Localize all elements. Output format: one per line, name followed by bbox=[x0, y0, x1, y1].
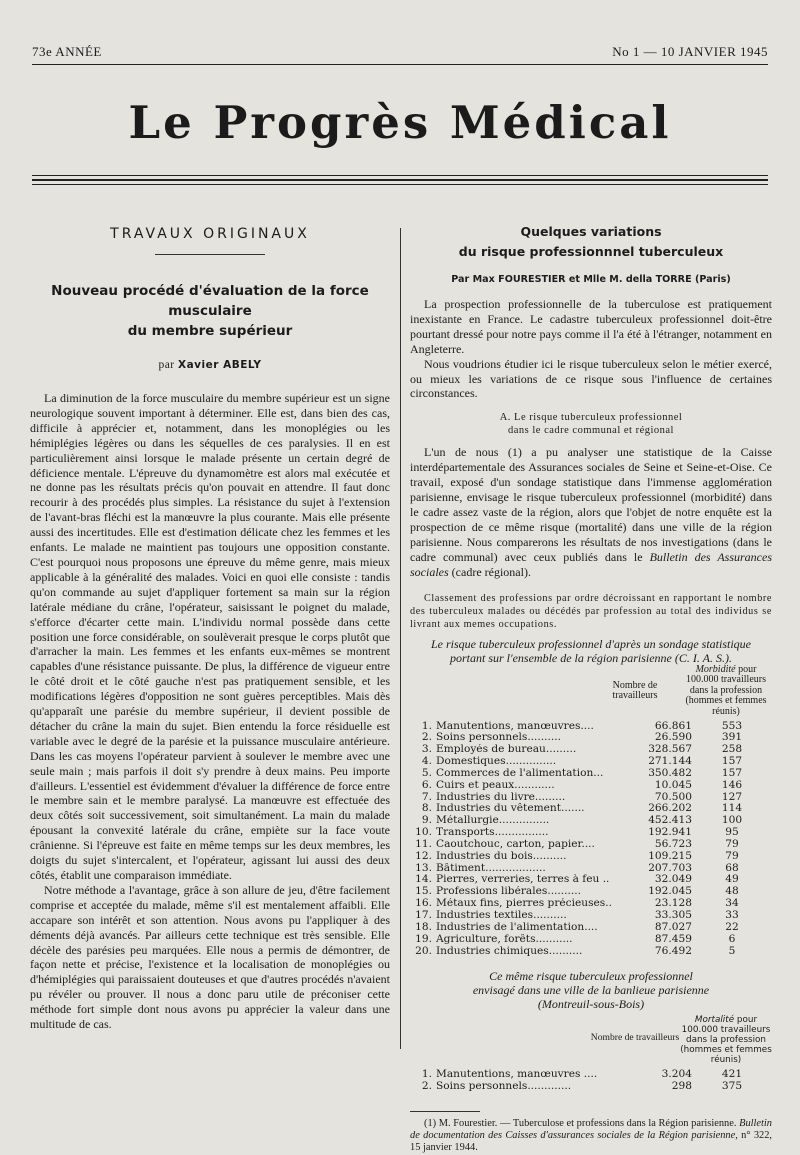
row-rate: 48 bbox=[725, 885, 739, 898]
right-paragraph-1: La prospection professionnelle de la tuberculose est pratiquement inexistante en France. Le cadastre tuberculeux professionnel doit-être pourtant dressé pour notre pays comme il l'a été à l'étranger, notamment en Angleterre. bbox=[410, 297, 772, 356]
row-count: 207.703 bbox=[648, 861, 692, 874]
left-column bbox=[30, 222, 390, 1032]
row-count: 56.723 bbox=[654, 837, 692, 850]
row-number: 2. bbox=[421, 1080, 432, 1093]
row-rate: 5 bbox=[728, 944, 736, 957]
table-row bbox=[410, 839, 772, 851]
row-count: 87.027 bbox=[654, 920, 692, 933]
row-label: Industries chimiques.......... bbox=[436, 945, 583, 957]
row-count: 271.144 bbox=[648, 755, 692, 768]
issue-number: No 1 — 10 JANVIER 1945 bbox=[612, 44, 768, 59]
row-label: Métallurgie............... bbox=[436, 815, 550, 827]
masthead-rule bbox=[32, 175, 768, 176]
right-title-line1: Quelques variations bbox=[520, 224, 662, 239]
row-number: 6. bbox=[421, 778, 432, 791]
row-number: 10. bbox=[415, 826, 432, 839]
row-count: 298 bbox=[671, 1080, 692, 1093]
row-number: 19. bbox=[415, 932, 432, 945]
right-column bbox=[410, 222, 772, 1155]
section-title: TRAVAUX ORIGINAUX bbox=[110, 226, 310, 242]
row-rate: 100 bbox=[721, 814, 743, 827]
row-number: 3. bbox=[421, 743, 432, 756]
table-row bbox=[410, 792, 772, 804]
row-rate: 79 bbox=[725, 849, 739, 862]
table-row bbox=[410, 1081, 772, 1093]
footnote-rule bbox=[410, 1111, 480, 1112]
row-rate: 49 bbox=[725, 873, 739, 886]
row-number: 2. bbox=[421, 731, 432, 744]
row-label: Domestiques............... bbox=[436, 756, 557, 768]
row-number: 11. bbox=[415, 837, 432, 850]
table-row bbox=[410, 874, 772, 886]
row-count: 3.204 bbox=[661, 1068, 692, 1081]
row-count: 192.045 bbox=[648, 885, 692, 898]
table-row bbox=[410, 803, 772, 815]
issue-year: 73e ANNÉE bbox=[32, 44, 102, 59]
row-label: Industries du livre......... bbox=[436, 791, 566, 803]
table-row bbox=[410, 744, 772, 756]
table1-rate-italic: Morbidité bbox=[695, 663, 736, 675]
table2-header bbox=[410, 1015, 772, 1069]
article-title-line2: du membre supérieur bbox=[127, 323, 293, 339]
table-row bbox=[410, 721, 772, 733]
masthead: Le Progrès Médical bbox=[128, 96, 672, 149]
row-label: Soins personnels.......... bbox=[436, 732, 561, 744]
row-label: Industries de l'alimentation.... bbox=[436, 921, 598, 933]
row-count: 192.941 bbox=[648, 826, 692, 839]
right-article-title bbox=[410, 222, 772, 262]
row-count: 70.500 bbox=[654, 790, 692, 803]
author-name: Xavier ABELY bbox=[178, 359, 262, 371]
table2-col-rate-header bbox=[680, 1015, 772, 1065]
row-number: 13. bbox=[415, 861, 432, 874]
left-paragraph-1: La diminution de la force musculaire du membre supérieur est un signe neurologique souvent important à déterminer. Elle est, dans bien des cas, difficile à apprécier et, notamment, dans les monoplégies ou les hémiplégies légères ou dans les séquelles de ces paralysies. Il en est particulièrement ainsi lorsque le malade présente un certain degré de déficience mentale. L'épreuve du dynamomètre est alors mal exécutée et ne donne pas les résultats précis qu'on pouvait en attendre. Il faut donc recourir à des procédés plus simples. La résistance du sujet à l'extension de l'avant-bras fléchi est la manœuvre la plus courante. Mais elle présente aussi des incertitudes. Elle est d'estimation délicate chez les femmes et les enfants. Le malade ne maintient pas toujours une opposition constante. C'est pourquoi nous proposons une épreuve du même genre, mais mieux applicable à la généralité des malades. Voici en quoi elle consiste : tandis qu'on commande au sujet d'appliquer fortement sa main sur la région latérale médiane du crâne, l'opérateur, saisissant le poignet du malade, s'efforce d'écarter cette main. L'individu normal possède dans cette position une force considérable, on soulèverait presque le corps plutôt que d'arracher la main. Les femmes et les enfants eux-mêmes se montrent capables d'une résistance puissante. De plus, la différence de vigueur entre le côté droit et le côté gauche n'est pas pratiquement sensible, et les modifications légères d'opposition ne sont guères perceptibles. Mais dès qu'apparaît une parésie du membre supérieur, il devient possible de détacher du crâne la main du sujet. Bien entendu la force résiduelle est variable avec le degré de la parésie et la puissance musculaire antérieure. Dans les cas moyens l'opérateur parvient à soulever le membre avec une seule main ; mais parfois il doit s'y prendre à deux mains. Peu importe d'ailleurs. L'essentiel est évidemment d'évaluer la différence de force entre le membre sain et le membre paralysé. La manœuvre est effectuée des deux côtés soit successivement, soit simultanément. La main du malade épousant la convexité latérale du crâne, empiète sur la face voute crânienne. Si l'épreuve est faite en même temps sur les deux membres, les doigts du sujet s'intercalent, et l'opérateur, agissant lui aussi des deux côtés, établit une comparaison immédiate. bbox=[30, 391, 390, 882]
row-rate: 6 bbox=[728, 932, 736, 945]
row-number: 7. bbox=[421, 790, 432, 803]
row-number: 8. bbox=[421, 802, 432, 815]
table-row bbox=[410, 886, 772, 898]
row-label: Industries textiles.......... bbox=[436, 910, 567, 921]
left-paragraph-2: Notre méthode a l'avantage, grâce à son allure de jeu, d'être facilement comprise et acceptée du malade, même s'il est mentalement affaibli. Elle accapare son intérêt et son attention. Nous avons pu l'appliquer à des déments déjà avancés. Par ailleurs cette technique est très sensible. Elle décèle des parésies peu marquées. Elle nous a permis de démontrer, de façon nette et précise, l'existence et la localisation de monoplégies ou d'hémiplégies qui paraissaient douteuses et que d'autres procédés n'avaient pu révéler ou prouver. Il nous a donc paru utile de préconiser cette méthode fort simple dont nous avons pu apprécier la valeur dans une multitude de cas. bbox=[30, 882, 390, 1032]
row-number: 14. bbox=[415, 873, 432, 886]
table-row bbox=[410, 934, 772, 946]
table-row bbox=[410, 851, 772, 863]
right-title-line2: du risque professionnnel tuberculeux bbox=[458, 244, 724, 259]
table2-rate-text: pour 100.000 travailleurs dans la profession (hommes et femmes réunis) bbox=[680, 1015, 772, 1066]
row-count: 26.590 bbox=[654, 731, 692, 744]
p3-text: L'un de nous (1) a pu analyser une statistique de la Caisse interdépartementale des Assurances sociales de Seine et Seine-et-Oise. Ce travail, exposé d'un sondage statistique dans l'immense agglomération parisienne, envisage le risque tuberculeux professionnel (morbidité) dans le cadre assez vaste de la région, alors que l'objet de notre enquête est la prospection de ce même risque (mortalité) dans une ville de la région parisienne. Nous comparerons les résultats de nos investigations (dans le cadre communal) avec ceux publiés dans le bbox=[410, 445, 772, 564]
row-rate: 157 bbox=[721, 766, 743, 779]
p3-end: (cadre régional). bbox=[448, 564, 531, 579]
row-label: Pierres, verreries, terres à feu .. bbox=[436, 874, 610, 886]
row-label: Bâtiment.................. bbox=[436, 862, 546, 874]
row-rate: 33 bbox=[725, 909, 739, 921]
table-row bbox=[410, 863, 772, 875]
table2-body bbox=[410, 1069, 772, 1093]
row-number: 20. bbox=[415, 944, 432, 957]
table1-caption bbox=[410, 637, 772, 665]
table-row bbox=[410, 732, 772, 744]
table1-caption-line1: Le risque tuberculeux professionnel d'après un sondage statistique bbox=[431, 636, 751, 651]
table1-rate-text: pour 100.000 travailleurs dans la profession (hommes et femmes réunis) bbox=[685, 663, 767, 717]
table-row bbox=[410, 756, 772, 768]
table1-header bbox=[410, 665, 772, 721]
row-rate: 114 bbox=[721, 802, 743, 815]
row-count: 33.305 bbox=[654, 909, 692, 921]
row-count: 350.482 bbox=[648, 766, 692, 779]
table2-caption-line3: (Montreuil-sous-Bois) bbox=[537, 997, 645, 1012]
row-count: 328.567 bbox=[648, 743, 692, 756]
row-number: 5. bbox=[421, 766, 432, 779]
row-number: 18. bbox=[415, 920, 432, 933]
header-rule bbox=[32, 64, 768, 65]
masthead-rule-bottom bbox=[32, 184, 768, 185]
row-count: 266.202 bbox=[648, 802, 692, 815]
row-rate: 157 bbox=[721, 755, 743, 768]
table1-col-count-header: Nombre de travailleurs bbox=[612, 679, 658, 701]
table2-rate-italic: Mortalité bbox=[694, 1015, 735, 1026]
row-number: 12. bbox=[415, 849, 432, 862]
table-row bbox=[410, 827, 772, 839]
footnote-text: (1) M. Fourestier. — Tuberculose et professions dans la Région parisienne. bbox=[424, 1118, 740, 1130]
right-paragraph-3 bbox=[410, 445, 772, 579]
row-number: 1. bbox=[421, 719, 432, 732]
row-rate: 68 bbox=[725, 861, 739, 874]
row-count: 66.861 bbox=[654, 719, 692, 732]
row-label: Industries du vêtement....... bbox=[436, 803, 585, 815]
row-label: Commerces de l'alimentation... bbox=[436, 767, 604, 779]
row-label: Métaux fins, pierres précieuses.. bbox=[436, 898, 612, 910]
row-label: Caoutchouc, carton, papier.... bbox=[436, 838, 595, 850]
table2-col-count-header: Nombre de travailleurs bbox=[590, 1032, 680, 1044]
subsection-heading-line1: A. Le risque tuberculeux professionnel bbox=[499, 412, 683, 424]
table-row bbox=[410, 780, 772, 792]
footnote-italic: Bulletin de documentation des Caisses d'assurances sociales de la Région parisienne, bbox=[410, 1118, 772, 1142]
row-number: 9. bbox=[421, 814, 432, 827]
section-rule bbox=[155, 254, 265, 255]
row-count: 109.215 bbox=[648, 849, 692, 862]
subsection-heading-line2: dans le cadre communal et régional bbox=[508, 425, 674, 437]
row-rate: 553 bbox=[721, 719, 743, 732]
row-count: 76.492 bbox=[654, 944, 692, 957]
table-row bbox=[410, 815, 772, 827]
row-rate: 127 bbox=[721, 790, 743, 803]
row-label: Industries du bois.......... bbox=[436, 850, 567, 862]
row-label: Professions libérales.......... bbox=[436, 886, 582, 898]
column-divider bbox=[400, 228, 401, 1049]
footnote-end: n° 322, 15 janvier 1944. bbox=[410, 1130, 773, 1154]
row-count: 32.049 bbox=[654, 873, 692, 886]
byline-prefix: par bbox=[158, 359, 175, 371]
article-title bbox=[30, 281, 390, 341]
table1-caption-line2: portant sur l'ensemble de la région parisienne (C. I. A. S.). bbox=[450, 650, 732, 665]
table2-caption bbox=[410, 969, 772, 1011]
subsection-heading bbox=[410, 411, 772, 437]
footnote bbox=[410, 1118, 772, 1155]
table-row bbox=[410, 946, 772, 958]
row-label: Transports................ bbox=[436, 827, 549, 839]
table1-col-rate-header bbox=[680, 665, 772, 718]
table1-body bbox=[410, 721, 772, 958]
row-count: 452.413 bbox=[648, 814, 692, 827]
row-rate: 258 bbox=[721, 743, 743, 756]
row-rate: 22 bbox=[725, 920, 739, 933]
row-number: 15. bbox=[415, 885, 432, 898]
row-label: Manutentions, manœuvres .... bbox=[436, 1069, 598, 1081]
row-rate: 146 bbox=[721, 778, 743, 791]
article-title-line1: Nouveau procédé d'évaluation de la force musculaire bbox=[51, 283, 369, 319]
row-number: 4. bbox=[421, 755, 432, 768]
row-rate: 391 bbox=[721, 731, 743, 744]
row-rate: 95 bbox=[725, 826, 739, 839]
row-label: Agriculture, forêts........... bbox=[436, 933, 573, 945]
row-label: Employés de bureau......... bbox=[436, 744, 577, 756]
table-row bbox=[410, 768, 772, 780]
row-rate: 34 bbox=[725, 897, 739, 910]
row-count: 10.045 bbox=[654, 778, 692, 791]
article-byline bbox=[30, 359, 390, 371]
row-count: 23.128 bbox=[654, 897, 692, 910]
table-row bbox=[410, 898, 772, 910]
p3-italic: Bulletin des Assurances sociales bbox=[410, 549, 773, 579]
masthead-rule-thick bbox=[32, 179, 768, 181]
row-rate: 79 bbox=[725, 837, 739, 850]
row-rate: 375 bbox=[721, 1080, 743, 1093]
row-number: 17. bbox=[415, 909, 432, 921]
table2-caption-line1: Ce même risque tuberculeux professionnel bbox=[489, 969, 693, 984]
row-rate: 421 bbox=[721, 1068, 743, 1081]
table-row bbox=[410, 922, 772, 934]
table-row bbox=[410, 1069, 772, 1081]
row-label: Soins personnels............. bbox=[436, 1081, 572, 1093]
classification-heading: Classement des professions par ordre décroissant en rapportant le nombre des tuberculeux malades ou décédés par profession au total des individus se livrant aux memes occupations. bbox=[410, 592, 772, 630]
table2-caption-line2: envisagé dans une ville de la banlieue parisienne bbox=[472, 983, 710, 998]
row-number: 16. bbox=[415, 897, 432, 910]
row-label: Cuirs et peaux............ bbox=[436, 779, 555, 791]
row-count: 87.459 bbox=[654, 932, 692, 945]
row-number: 1. bbox=[421, 1068, 432, 1081]
row-label: Manutentions, manœuvres.... bbox=[436, 720, 594, 732]
table-row bbox=[410, 910, 772, 922]
right-byline: Par Max FOURESTIER et Mlle M. della TORRE (Paris) bbox=[451, 274, 731, 285]
right-paragraph-2: Nous voudrions étudier ici le risque tuberculeux selon le métier exercé, ou mieux les variations de ce risque sous l'influence de certaines circonstances. bbox=[410, 356, 772, 401]
